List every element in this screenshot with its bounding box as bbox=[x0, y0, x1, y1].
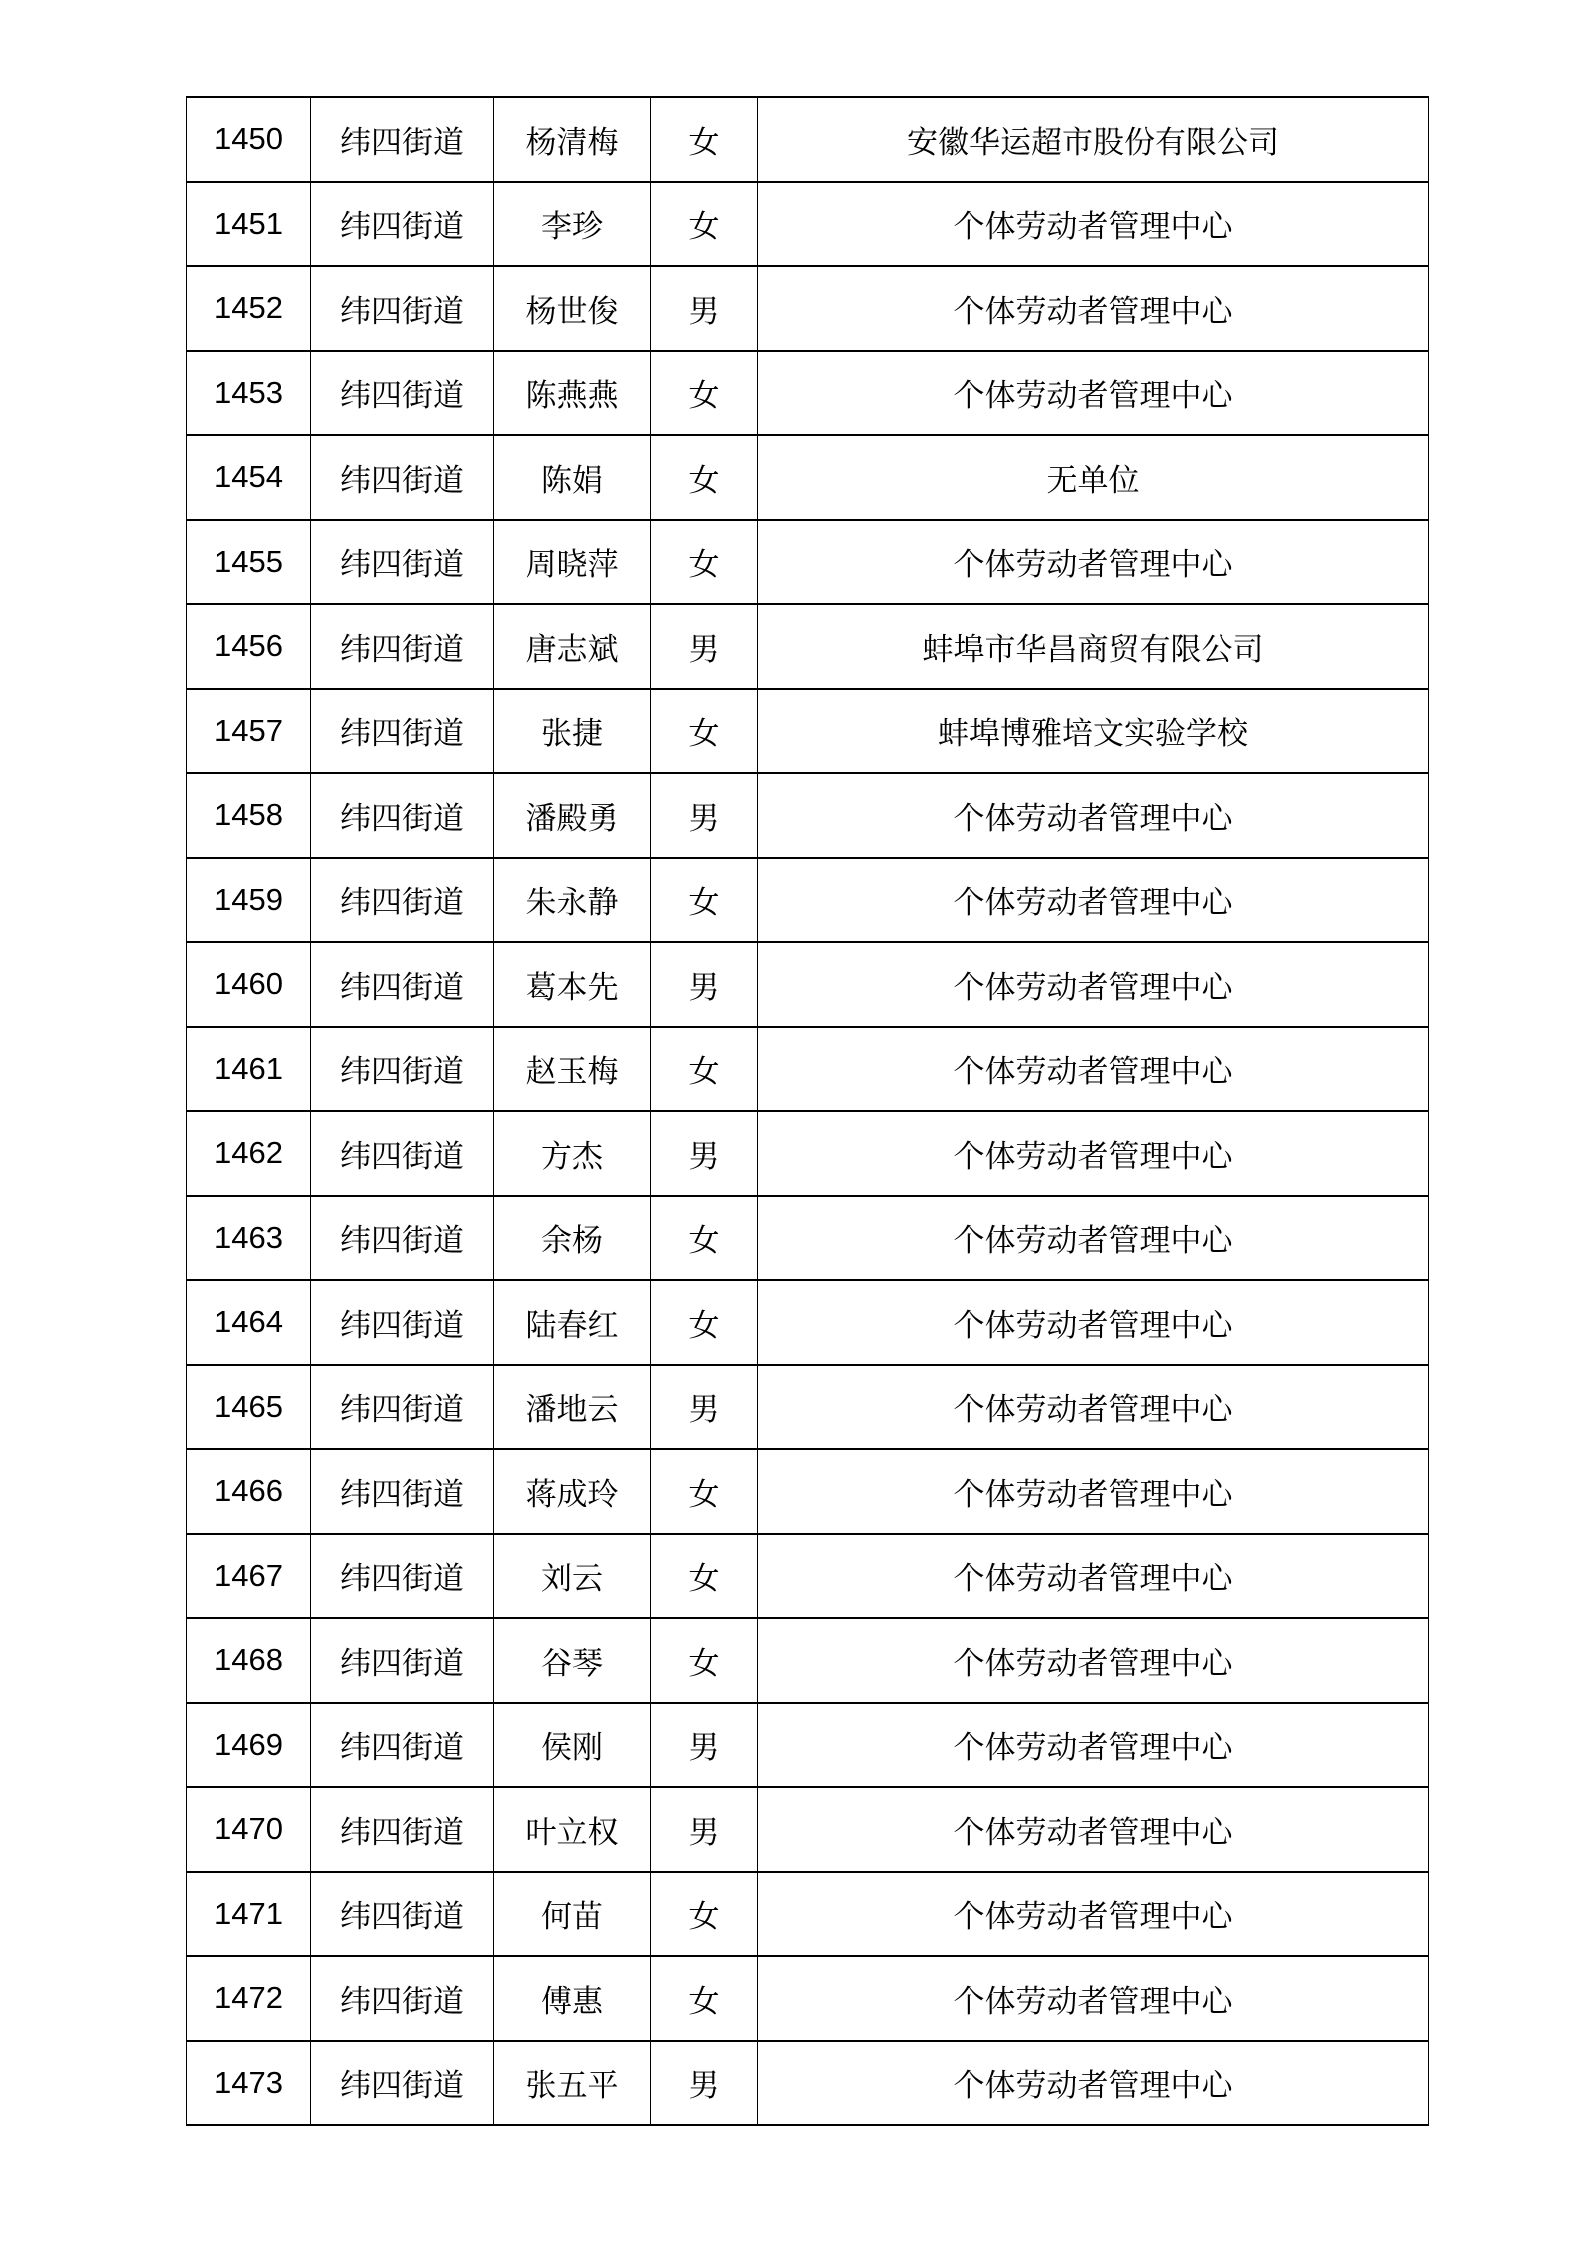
cell-gender: 男 bbox=[651, 1703, 758, 1788]
cell-subdistrict: 纬四街道 bbox=[311, 1787, 494, 1872]
cell-subdistrict: 纬四街道 bbox=[311, 604, 494, 689]
cell-person-name: 赵玉梅 bbox=[494, 1027, 651, 1112]
cell-gender: 女 bbox=[651, 182, 758, 267]
cell-person-name: 余杨 bbox=[494, 1196, 651, 1281]
cell-person-name: 潘地云 bbox=[494, 1365, 651, 1450]
cell-employer: 个体劳动者管理中心 bbox=[758, 1111, 1429, 1196]
cell-gender: 女 bbox=[651, 435, 758, 520]
cell-subdistrict: 纬四街道 bbox=[311, 1196, 494, 1281]
cell-employer: 个体劳动者管理中心 bbox=[758, 1196, 1429, 1281]
roster-table-body bbox=[187, 97, 1429, 2125]
table-row bbox=[187, 266, 1429, 351]
cell-person-name: 方杰 bbox=[494, 1111, 651, 1196]
cell-subdistrict: 纬四街道 bbox=[311, 1280, 494, 1365]
table-row bbox=[187, 1280, 1429, 1365]
cell-gender: 男 bbox=[651, 942, 758, 1027]
table-row bbox=[187, 97, 1429, 182]
cell-gender: 男 bbox=[651, 604, 758, 689]
cell-gender: 女 bbox=[651, 1956, 758, 2041]
table-row bbox=[187, 1787, 1429, 1872]
table-row bbox=[187, 1027, 1429, 1112]
cell-person-name: 谷琴 bbox=[494, 1618, 651, 1703]
cell-subdistrict: 纬四街道 bbox=[311, 1618, 494, 1703]
cell-subdistrict: 纬四街道 bbox=[311, 97, 494, 182]
cell-gender: 男 bbox=[651, 773, 758, 858]
cell-employer: 个体劳动者管理中心 bbox=[758, 1365, 1429, 1450]
cell-subdistrict: 纬四街道 bbox=[311, 1449, 494, 1534]
cell-serial: 1465 bbox=[187, 1365, 311, 1450]
cell-subdistrict: 纬四街道 bbox=[311, 1534, 494, 1619]
table-row bbox=[187, 1618, 1429, 1703]
cell-serial: 1457 bbox=[187, 689, 311, 774]
cell-serial: 1470 bbox=[187, 1787, 311, 1872]
cell-subdistrict: 纬四街道 bbox=[311, 1027, 494, 1112]
cell-serial: 1462 bbox=[187, 1111, 311, 1196]
cell-person-name: 陈燕燕 bbox=[494, 351, 651, 436]
cell-employer: 个体劳动者管理中心 bbox=[758, 1280, 1429, 1365]
cell-serial: 1466 bbox=[187, 1449, 311, 1534]
cell-gender: 女 bbox=[651, 1534, 758, 1619]
cell-person-name: 张五平 bbox=[494, 2041, 651, 2126]
table-row bbox=[187, 1872, 1429, 1957]
cell-subdistrict: 纬四街道 bbox=[311, 1703, 494, 1788]
cell-subdistrict: 纬四街道 bbox=[311, 182, 494, 267]
cell-person-name: 叶立权 bbox=[494, 1787, 651, 1872]
table-row bbox=[187, 182, 1429, 267]
cell-serial: 1471 bbox=[187, 1872, 311, 1957]
cell-serial: 1463 bbox=[187, 1196, 311, 1281]
cell-gender: 女 bbox=[651, 520, 758, 605]
cell-employer: 个体劳动者管理中心 bbox=[758, 1618, 1429, 1703]
cell-gender: 女 bbox=[651, 1280, 758, 1365]
cell-gender: 女 bbox=[651, 97, 758, 182]
cell-serial: 1454 bbox=[187, 435, 311, 520]
cell-gender: 男 bbox=[651, 1365, 758, 1450]
cell-gender: 女 bbox=[651, 1196, 758, 1281]
cell-employer: 个体劳动者管理中心 bbox=[758, 351, 1429, 436]
table-row bbox=[187, 351, 1429, 436]
table-row bbox=[187, 1703, 1429, 1788]
table-row bbox=[187, 435, 1429, 520]
cell-employer: 个体劳动者管理中心 bbox=[758, 182, 1429, 267]
cell-gender: 女 bbox=[651, 1872, 758, 1957]
cell-employer: 个体劳动者管理中心 bbox=[758, 266, 1429, 351]
cell-person-name: 张捷 bbox=[494, 689, 651, 774]
cell-employer: 个体劳动者管理中心 bbox=[758, 773, 1429, 858]
cell-employer: 个体劳动者管理中心 bbox=[758, 942, 1429, 1027]
cell-employer: 无单位 bbox=[758, 435, 1429, 520]
cell-serial: 1452 bbox=[187, 266, 311, 351]
cell-employer: 个体劳动者管理中心 bbox=[758, 1703, 1429, 1788]
cell-person-name: 刘云 bbox=[494, 1534, 651, 1619]
cell-serial: 1456 bbox=[187, 604, 311, 689]
cell-person-name: 李珍 bbox=[494, 182, 651, 267]
cell-person-name: 杨清梅 bbox=[494, 97, 651, 182]
cell-employer: 个体劳动者管理中心 bbox=[758, 1449, 1429, 1534]
cell-person-name: 蒋成玲 bbox=[494, 1449, 651, 1534]
cell-gender: 女 bbox=[651, 351, 758, 436]
cell-subdistrict: 纬四街道 bbox=[311, 1365, 494, 1450]
cell-subdistrict: 纬四街道 bbox=[311, 1111, 494, 1196]
table-row bbox=[187, 1534, 1429, 1619]
table-row bbox=[187, 689, 1429, 774]
cell-subdistrict: 纬四街道 bbox=[311, 266, 494, 351]
cell-employer: 个体劳动者管理中心 bbox=[758, 1027, 1429, 1112]
cell-person-name: 唐志斌 bbox=[494, 604, 651, 689]
table-row bbox=[187, 1449, 1429, 1534]
cell-person-name: 葛本先 bbox=[494, 942, 651, 1027]
cell-serial: 1450 bbox=[187, 97, 311, 182]
roster-table bbox=[186, 96, 1429, 2126]
table-row bbox=[187, 520, 1429, 605]
cell-subdistrict: 纬四街道 bbox=[311, 858, 494, 943]
cell-subdistrict: 纬四街道 bbox=[311, 2041, 494, 2126]
cell-employer: 个体劳动者管理中心 bbox=[758, 1787, 1429, 1872]
cell-serial: 1472 bbox=[187, 1956, 311, 2041]
cell-subdistrict: 纬四街道 bbox=[311, 1872, 494, 1957]
cell-person-name: 侯刚 bbox=[494, 1703, 651, 1788]
cell-gender: 男 bbox=[651, 1111, 758, 1196]
cell-serial: 1453 bbox=[187, 351, 311, 436]
cell-employer: 蚌埠市华昌商贸有限公司 bbox=[758, 604, 1429, 689]
cell-serial: 1458 bbox=[187, 773, 311, 858]
cell-employer: 个体劳动者管理中心 bbox=[758, 1956, 1429, 2041]
cell-serial: 1460 bbox=[187, 942, 311, 1027]
cell-subdistrict: 纬四街道 bbox=[311, 942, 494, 1027]
cell-employer: 蚌埠博雅培文实验学校 bbox=[758, 689, 1429, 774]
table-row bbox=[187, 1196, 1429, 1281]
table-row bbox=[187, 1956, 1429, 2041]
cell-gender: 女 bbox=[651, 1618, 758, 1703]
cell-serial: 1469 bbox=[187, 1703, 311, 1788]
cell-subdistrict: 纬四街道 bbox=[311, 351, 494, 436]
cell-serial: 1473 bbox=[187, 2041, 311, 2126]
cell-gender: 女 bbox=[651, 858, 758, 943]
table-row bbox=[187, 773, 1429, 858]
cell-serial: 1467 bbox=[187, 1534, 311, 1619]
table-row bbox=[187, 604, 1429, 689]
table-row bbox=[187, 2041, 1429, 2126]
cell-employer: 安徽华运超市股份有限公司 bbox=[758, 97, 1429, 182]
cell-person-name: 傅惠 bbox=[494, 1956, 651, 2041]
cell-gender: 女 bbox=[651, 1449, 758, 1534]
cell-employer: 个体劳动者管理中心 bbox=[758, 1872, 1429, 1957]
cell-serial: 1464 bbox=[187, 1280, 311, 1365]
table-row bbox=[187, 1365, 1429, 1450]
cell-serial: 1461 bbox=[187, 1027, 311, 1112]
cell-serial: 1468 bbox=[187, 1618, 311, 1703]
cell-person-name: 陆春红 bbox=[494, 1280, 651, 1365]
cell-serial: 1459 bbox=[187, 858, 311, 943]
cell-subdistrict: 纬四街道 bbox=[311, 689, 494, 774]
cell-person-name: 潘殿勇 bbox=[494, 773, 651, 858]
cell-gender: 男 bbox=[651, 1787, 758, 1872]
table-row bbox=[187, 858, 1429, 943]
cell-gender: 男 bbox=[651, 2041, 758, 2126]
cell-subdistrict: 纬四街道 bbox=[311, 435, 494, 520]
cell-subdistrict: 纬四街道 bbox=[311, 773, 494, 858]
cell-subdistrict: 纬四街道 bbox=[311, 1956, 494, 2041]
cell-person-name: 周晓萍 bbox=[494, 520, 651, 605]
cell-person-name: 何苗 bbox=[494, 1872, 651, 1957]
cell-person-name: 杨世俊 bbox=[494, 266, 651, 351]
cell-employer: 个体劳动者管理中心 bbox=[758, 858, 1429, 943]
cell-gender: 男 bbox=[651, 266, 758, 351]
cell-employer: 个体劳动者管理中心 bbox=[758, 2041, 1429, 2126]
cell-subdistrict: 纬四街道 bbox=[311, 520, 494, 605]
cell-person-name: 陈娟 bbox=[494, 435, 651, 520]
table-row bbox=[187, 1111, 1429, 1196]
cell-employer: 个体劳动者管理中心 bbox=[758, 520, 1429, 605]
cell-person-name: 朱永静 bbox=[494, 858, 651, 943]
cell-serial: 1451 bbox=[187, 182, 311, 267]
cell-gender: 女 bbox=[651, 1027, 758, 1112]
cell-gender: 女 bbox=[651, 689, 758, 774]
cell-serial: 1455 bbox=[187, 520, 311, 605]
cell-employer: 个体劳动者管理中心 bbox=[758, 1534, 1429, 1619]
table-row bbox=[187, 942, 1429, 1027]
